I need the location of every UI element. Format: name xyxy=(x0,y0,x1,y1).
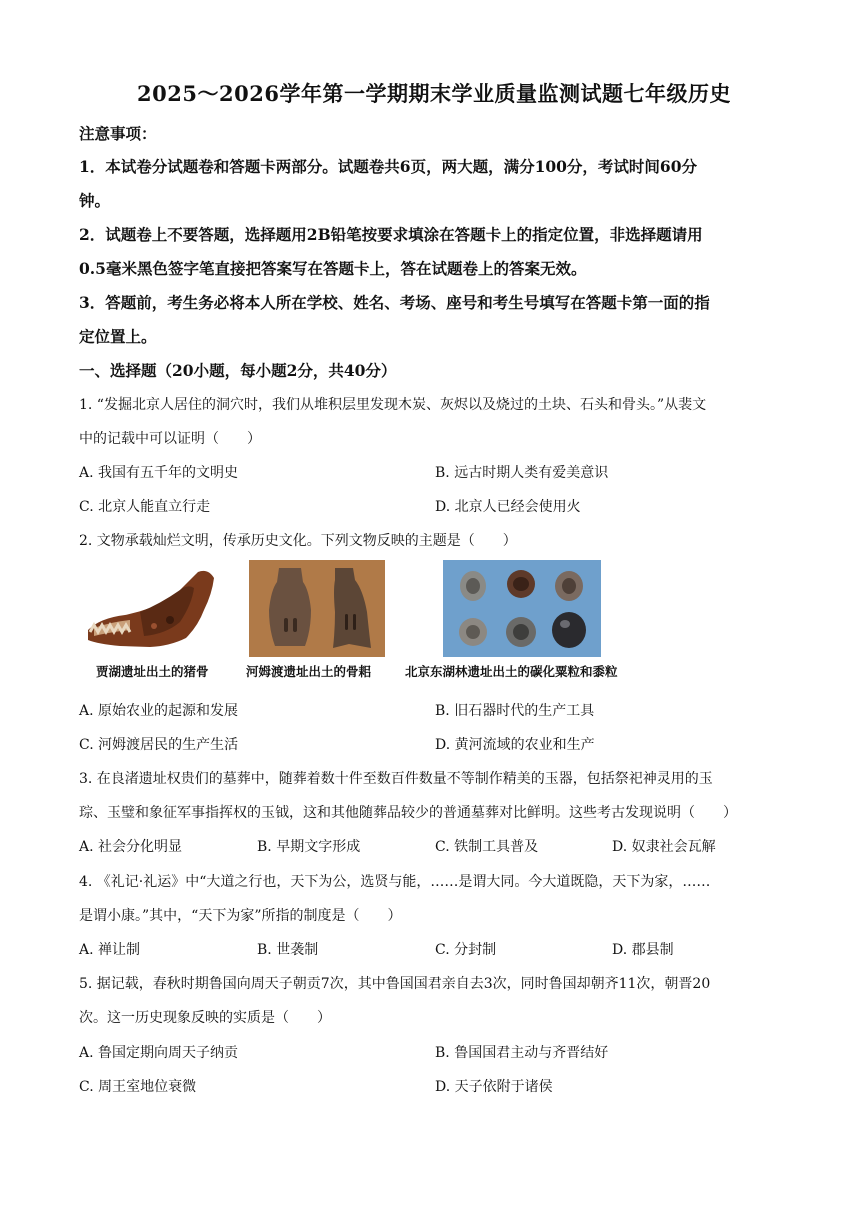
question-1-option-c: C. 北京人能直立行走 xyxy=(79,499,211,515)
question-4-option-b: B. 世袭制 xyxy=(257,942,319,958)
notice-item-3-cont: 定位置上。 xyxy=(79,327,157,346)
section-heading: 一、选择题（20小题，每小题2分，共40分） xyxy=(79,361,397,380)
question-5-option-c: C. 周王室地位衰微 xyxy=(79,1079,197,1095)
question-1-stem: 1. “发掘北京人居住的洞穴时，我们从堆积层里发现木炭、灰烬以及烧过的土块、石头和骨头。”从裴文 xyxy=(79,397,707,413)
question-3-option-a: A. 社会分化明显 xyxy=(79,839,183,855)
question-5-option-b: B. 鲁国国君主动与齐晋结好 xyxy=(435,1045,609,1061)
question-2-option-b: B. 旧石器时代的生产工具 xyxy=(435,703,595,719)
notice-item-3: 3．答题前，考生务必将本人所在学校、姓名、考场、座号和考生号填写在答题卡第一面的指 xyxy=(79,293,710,312)
question-5-stem: 5. 据记载，春秋时期鲁国向周天子朝贡7次，其中鲁国国君亲自去3次，同时鲁国却朝齐11次，朝晋20 xyxy=(79,976,711,992)
notice-item-2: 2．试题卷上不要答题，选择题用2B铅笔按要求填涂在答题卡上的指定位置，非选择题请用 xyxy=(79,225,703,244)
question-3-option-b: B. 早期文字形成 xyxy=(257,839,361,855)
question-5-option-d: D. 天子依附于诸侯 xyxy=(435,1079,553,1095)
notice-heading: 注意事项： xyxy=(79,124,157,143)
question-5-stem-cont: 次。这一历史现象反映的实质是（ ） xyxy=(79,1010,331,1026)
question-5-option-a: A. 鲁国定期向周天子纳贡 xyxy=(79,1045,239,1061)
question-2-option-a: A. 原始农业的起源和发展 xyxy=(79,703,239,719)
question-3-stem-cont: 琮、玉璧和象征军事指挥权的玉钺，这和其他随葬品较少的普通墓葬对比鲜明。这些考古发现说明（ ） xyxy=(79,805,737,821)
page-title: 2025～2026学年第一学期期末学业质量监测试题七年级历史 xyxy=(137,81,731,106)
question-1-option-a: A. 我国有五千年的文明史 xyxy=(79,465,239,481)
question-2-stem: 2. 文物承载灿烂文明，传承历史文化。下列文物反映的主题是（ ） xyxy=(79,533,517,549)
question-4-stem-cont: 是谓小康。”其中，“天下为家”所指的制度是（ ） xyxy=(79,908,402,924)
question-2-option-c: C. 河姆渡居民的生产生活 xyxy=(79,737,239,753)
question-4-option-d: D. 郡县制 xyxy=(612,942,674,958)
pig-bone-image xyxy=(80,560,220,657)
image-caption-3: 北京东湖林遗址出土的碳化粟粒和黍粒 xyxy=(405,664,618,679)
question-4-option-a: A. 禅让制 xyxy=(79,942,141,958)
question-1-stem-cont: 中的记载中可以证明（ ） xyxy=(79,431,261,447)
notice-item-1: 1．本试卷分试题卷和答题卡两部分。试题卷共6页，两大题，满分100分，考试时间60分 xyxy=(79,157,697,176)
question-2-option-d: D. 黄河流域的农业和生产 xyxy=(435,737,595,753)
question-3-option-c: C. 铁制工具普及 xyxy=(435,839,539,855)
image-caption-2: 河姆渡遗址出土的骨耜 xyxy=(246,664,372,679)
question-3-stem: 3. 在良渚遗址权贵们的墓葬中，随葬着数十件至数百件数量不等制作精美的玉器，包括祭祀神灵用的玉 xyxy=(79,771,713,787)
question-1-option-d: D. 北京人已经会使用火 xyxy=(435,499,581,515)
millet-grains-image xyxy=(443,560,601,657)
question-4-stem: 4. 《礼记·礼运》中“大道之行也，天下为公，选贤与能，……是谓大同。今大道既隐，天下为家，…… xyxy=(79,874,711,890)
image-caption-1: 贾湖遗址出土的猪骨 xyxy=(96,664,209,679)
bone-spade-image xyxy=(249,560,385,657)
question-4-option-c: C. 分封制 xyxy=(435,942,497,958)
notice-item-2-cont: 0.5毫米黑色签字笔直接把答案写在答题卡上，答在试题卷上的答案无效。 xyxy=(79,259,587,278)
notice-item-1-cont: 钟。 xyxy=(79,191,111,210)
question-1-option-b: B. 远古时期人类有爱美意识 xyxy=(435,465,609,481)
question-3-option-d: D. 奴隶社会瓦解 xyxy=(612,839,716,855)
